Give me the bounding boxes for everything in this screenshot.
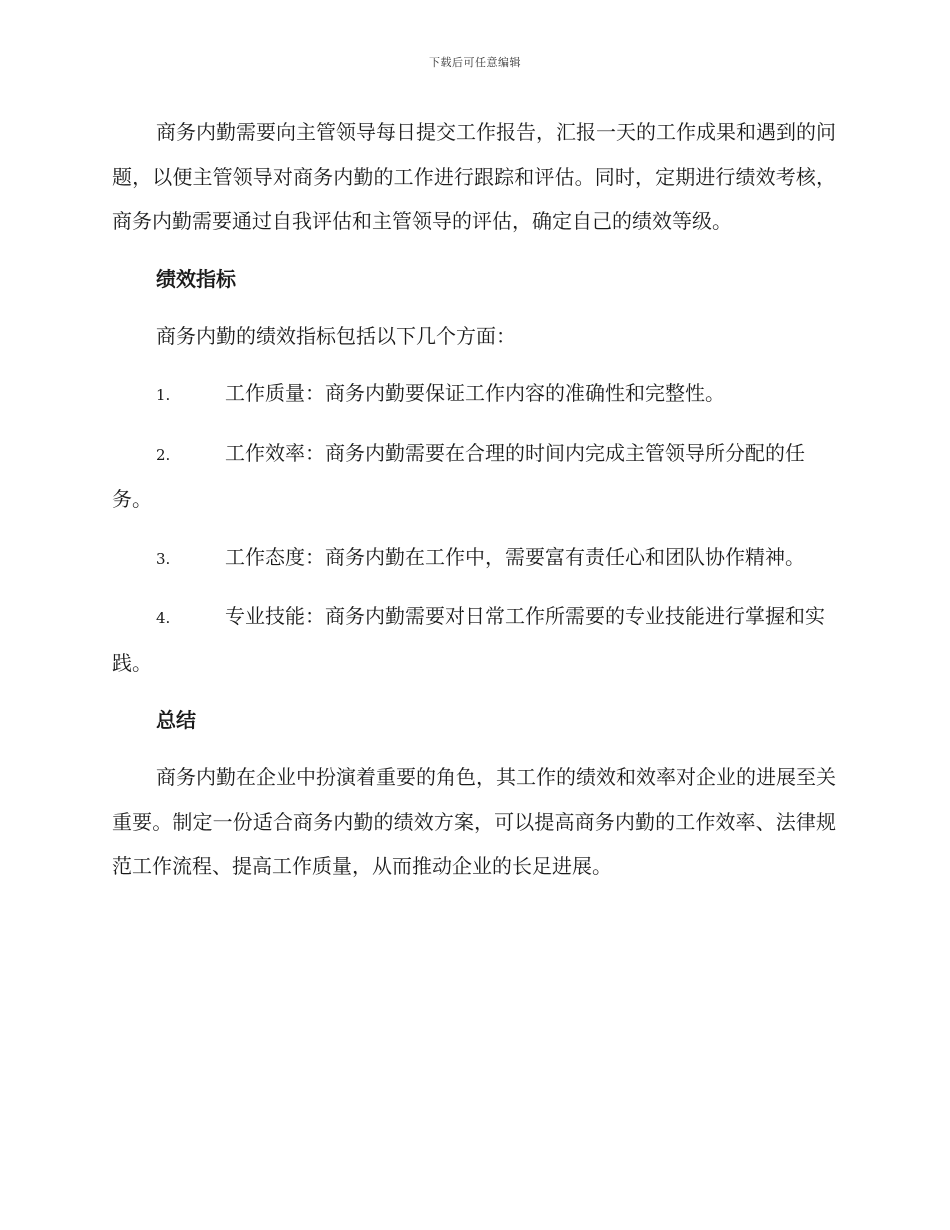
kpi-heading: 绩效指标	[156, 266, 236, 291]
summary-paragraph: 商务内勤在企业中扮演着重要的角色，其工作的绩效和效率对企业的进展至关重要。制定一份适合商务内勤的绩效方案，可以提高商务内勤的工作效率、法律规范工作流程、提高工作质量，从而推动企业的长足进展。	[112, 765, 836, 878]
document-body	[112, 110, 836, 902]
list-item-number: 1.	[156, 386, 171, 404]
list-item-text: 专业技能：商务内勤需要对日常工作所需要的专业技能进行掌握和实践。	[112, 604, 825, 675]
kpi-list-item	[112, 431, 836, 522]
list-item-number: 4.	[156, 609, 171, 627]
kpi-list-item	[112, 371, 836, 418]
list-item-text: 工作质量：商务内勤要保证工作内容的准确性和完整性。	[225, 381, 725, 405]
list-item-text: 工作效率：商务内勤需要在合理的时间内完成主管领导所分配的任务。	[112, 440, 805, 511]
page-header: 下载后可任意编辑	[429, 56, 521, 69]
list-item-number: 2.	[156, 445, 171, 464]
kpi-list-item	[112, 594, 836, 685]
intro-paragraph: 商务内勤需要向主管领导每日提交工作报告，汇报一天的工作成果和遇到的问题，以便主管领导对商务内勤的工作进行跟踪和评估。同时，定期进行绩效考核，商务内勤需要通过自我评估和主管领导的评估，确定自己的绩效等级。	[112, 120, 836, 233]
list-item-text: 工作态度：商务内勤在工作中，需要富有责任心和团队协作精神。	[225, 544, 805, 569]
list-item-number: 3.	[156, 549, 171, 568]
summary-heading: 总结	[156, 708, 196, 732]
kpi-list-item	[112, 535, 836, 582]
kpi-intro-paragraph: 商务内勤的绩效指标包括以下几个方面：	[156, 323, 516, 348]
